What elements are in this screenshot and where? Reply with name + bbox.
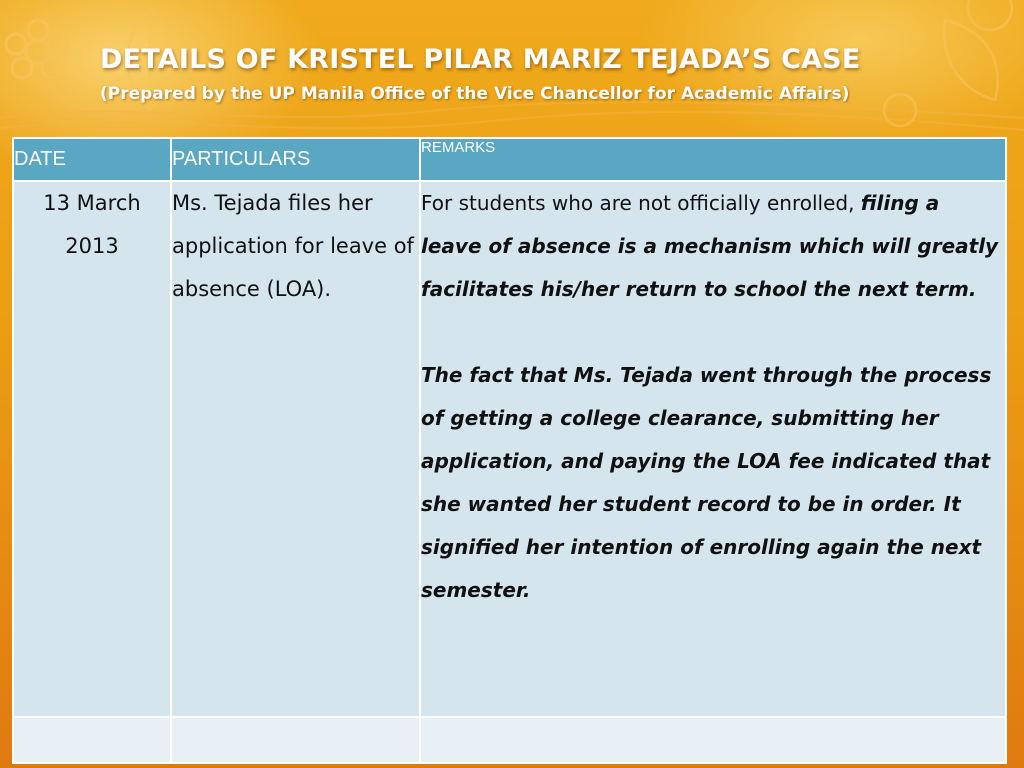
table-row (13, 181, 1006, 717)
table-header-row (13, 138, 1006, 181)
slide-title: DETAILS OF KRISTEL PILAR MARIZ TEJADA’S CASE (100, 44, 861, 75)
particulars-cell: Ms. Tejada files her application for leave of absence (LOA). (171, 181, 420, 717)
case-details-table (12, 137, 1007, 764)
header-particulars: PARTICULARS (171, 138, 420, 181)
empty-cell (171, 717, 420, 763)
table-row-empty (13, 717, 1006, 763)
slide-subtitle: (Prepared by the UP Manila Office of the Vice Chancellor for Academic Affairs) (100, 84, 850, 104)
remarks-cell (420, 181, 1006, 717)
paragraph-spacer (421, 311, 1005, 354)
date-cell: 13 March 2013 (13, 181, 171, 717)
empty-cell (13, 717, 171, 763)
remarks-intro: For students who are not officially enrolled, (421, 191, 855, 215)
remarks-paragraph-1 (421, 182, 1005, 311)
header-date: DATE (13, 138, 171, 181)
empty-cell (420, 717, 1006, 763)
remarks-emphasis-1: filing a leave of absence is a mechanism which will greatly facilitates his/her return to school the next term. (421, 191, 999, 301)
remarks-emphasis-2: The fact that Ms. Tejada went through the process of getting a college clearance, submitting her application, and paying the LOA fee indicated that she wanted her student record to be in order. It signified her intention of enrolling again the next semester. (421, 363, 992, 602)
header-remarks: REMARKS (420, 138, 1006, 181)
